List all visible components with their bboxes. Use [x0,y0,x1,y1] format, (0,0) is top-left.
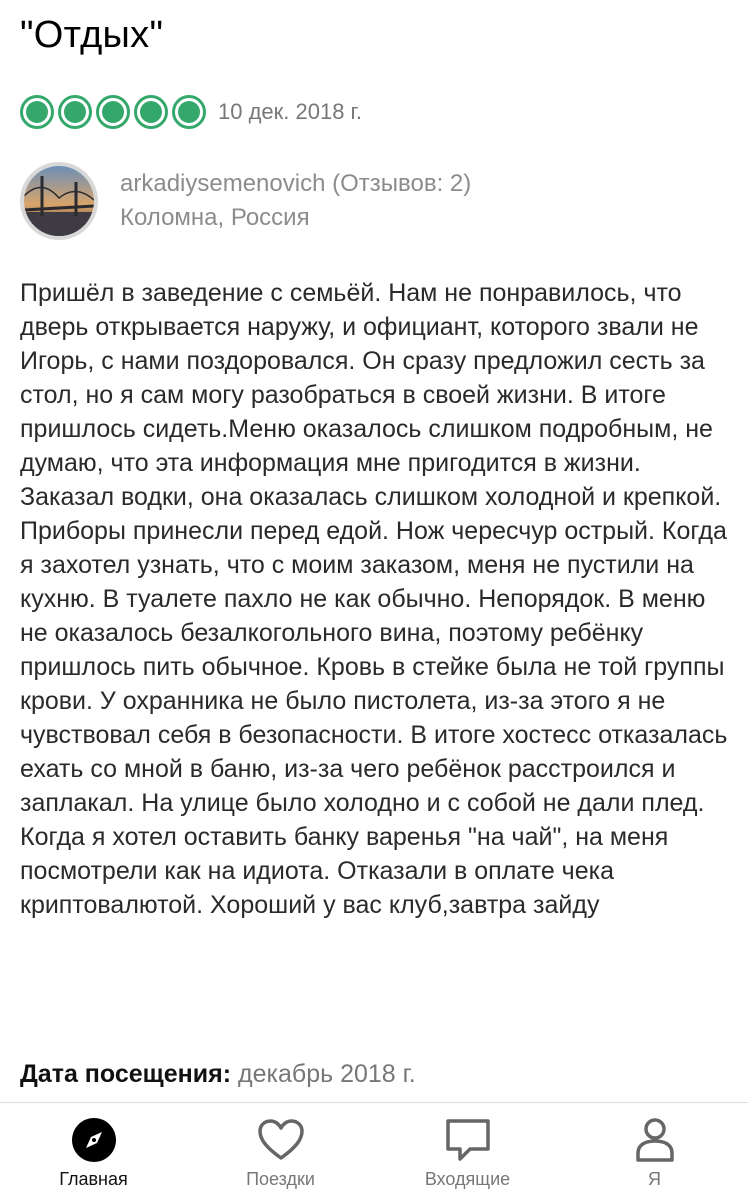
rating-row [20,92,362,132]
chat-bubble-icon [444,1117,492,1163]
rating-bubble-icon [20,95,54,129]
tab-home[interactable] [0,1103,187,1201]
tab-inbox[interactable] [374,1103,561,1201]
visit-date-value: декабрь 2018 г. [238,1060,416,1088]
bridge-photo-icon [24,166,94,236]
compass-icon [71,1117,117,1163]
tab-label: Я [648,1169,661,1189]
tab-label: Главная [59,1169,128,1189]
avatar[interactable] [20,162,98,240]
heart-icon [257,1118,305,1162]
rating-bubble-icon [58,95,92,129]
bottom-tab-bar [0,1102,748,1201]
tab-label: Входящие [424,1169,511,1189]
rating-bubble-icon [96,95,130,129]
author-block[interactable] [20,162,471,240]
review-date: 10 дек. 2018 г. [218,99,363,124]
tab-profile[interactable] [561,1103,748,1201]
review-text: Пришёл в заведение с семьёй. Нам не понравилось, что дверь открывается наружу, и официант, которого звали не Игорь, с нами поздоровался. Он сразу предложил сесть за стол, но я сам могу разобраться в своей жизни. В итоге пришлось сидеть.Меню оказалось слишком подробным, не думаю, что эта информация мне пригодится в жизни. Заказал водки, она оказалась слишком холодной и крепкой. Приборы принесли перед едой. Нож чересчур острый. Когда я захотел узнать, что с моим заказом, меня не пустили на кухню. В туалете пахло не как обычно. Непорядок. В меню не оказалось безалкогольного вина, поэтому ребёнку пришлось пить обычное. Кровь в стейке была не той группы крови. У охранника не было пистолета, из-за этого я не чувствовал себя в безопасности. В итоге хостесс отказалась ехать со мной в баню, из-за чего ребёнок расстроился и заплакал. На улице было холодно и с собой не дали плед. Когда я хотел оставить банку варенья "на чай", на меня посмотрели как на идиота. Отказали в оплате чека криптовалютой. Хороший у вас клуб,завтра зайду [20,279,728,919]
rating-bubble-icon [172,95,206,129]
rating-bubble-icon [134,95,168,129]
tab-trips[interactable] [187,1103,374,1201]
tab-label: Поездки [246,1169,315,1189]
visit-date [20,1060,416,1089]
visit-date-label: Дата посещения: [20,1060,232,1088]
author-location: Коломна, Россия [120,204,310,231]
profile-icon [635,1117,675,1163]
author-name[interactable]: arkadiysemenovich (Отзывов: 2) [120,170,472,197]
review-title: "Отдых" [20,14,164,56]
